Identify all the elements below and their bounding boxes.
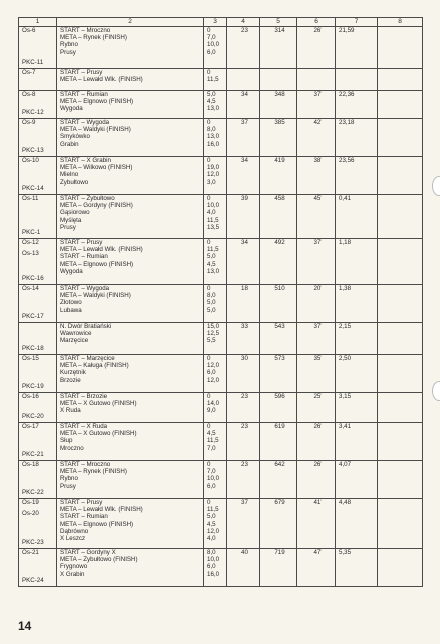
stage-id: Os-18 <box>22 461 39 468</box>
distance-value: 0 <box>207 423 211 430</box>
route-point: START – Rumian <box>60 253 108 261</box>
stage-id: Os-21 <box>22 549 39 556</box>
arrival-time-cell: 3,41 <box>336 423 378 461</box>
distance-value: 8,0 <box>207 126 216 134</box>
route-cell <box>57 323 204 355</box>
distance-value: 4,0 <box>207 209 216 217</box>
stage-id-cell <box>19 549 57 587</box>
total-distance-cell: 419 <box>260 157 297 195</box>
distance-value: 9,0 <box>207 407 216 415</box>
distance-value: 12,0 <box>207 376 220 384</box>
route-point: X Ruda <box>60 407 81 415</box>
stage-id-cell <box>19 69 57 91</box>
binder-hole <box>432 176 440 196</box>
route-point: START – Brzozie <box>60 393 108 400</box>
stage-id-cell <box>19 157 57 195</box>
section-time-cell: 45' <box>297 195 336 239</box>
route-point: META – Kaługa (FINISH) <box>60 362 129 370</box>
distance-value: 19,0 <box>207 164 220 172</box>
arrival-time-cell: 4,07 <box>336 461 378 499</box>
column-header-4: 4 <box>227 18 260 27</box>
stage-id-cell <box>19 91 57 119</box>
distance-value: 12,0 <box>207 362 220 370</box>
distance-value: 6,0 <box>207 563 216 571</box>
section-distance-cell: 23 <box>227 27 260 69</box>
distance-value: 5,0 <box>207 306 216 314</box>
route-point: META – Elgnowo (FINISH) <box>60 260 134 268</box>
distance-cell <box>204 239 227 285</box>
distance-value: 0 <box>207 499 211 506</box>
route-point: Mielno <box>60 171 79 179</box>
route-point: META – Wilkowo (FINISH) <box>60 164 133 172</box>
checkpoint-id: PKC-17 <box>22 312 44 320</box>
arrival-time-cell: 22,36 <box>336 91 378 119</box>
section-distance-cell: 34 <box>227 157 260 195</box>
stage-id-cell <box>19 119 57 157</box>
route-point: START – Rumian <box>60 513 108 521</box>
table-row <box>19 285 423 323</box>
table-body <box>19 27 423 587</box>
notes-cell <box>378 27 423 69</box>
section-distance-cell: 33 <box>227 323 260 355</box>
section-distance-cell: 37 <box>227 119 260 157</box>
route-point: Prusy <box>60 48 76 56</box>
distance-value: 0 <box>207 195 211 202</box>
distance-value: 6,0 <box>207 48 216 56</box>
arrival-time-cell <box>336 69 378 91</box>
total-distance-cell: 492 <box>260 239 297 285</box>
section-time-cell: 42' <box>297 119 336 157</box>
distance-cell <box>204 27 227 69</box>
route-point: META – Lewałd Wlk. (FINISH) <box>60 506 143 514</box>
route-point: META – X Gutowo (FINISH) <box>60 430 137 438</box>
route-point: Kurzętnik <box>60 369 86 377</box>
total-distance-cell: 596 <box>260 393 297 423</box>
route-cell <box>57 423 204 461</box>
stage-id: Os-16 <box>22 393 39 400</box>
route-point: Smykówko <box>60 133 90 141</box>
notes-cell <box>378 499 423 549</box>
total-distance-cell: 385 <box>260 119 297 157</box>
distance-cell <box>204 119 227 157</box>
distance-cell <box>204 499 227 549</box>
route-point: Myślęta <box>60 216 82 224</box>
route-point: META – Waldyki (FINISH) <box>60 292 131 300</box>
route-point: META – Zybułtowo (FINISH) <box>60 556 138 564</box>
arrival-time-cell: 0,41 <box>336 195 378 239</box>
route-point: START – Rumian <box>60 91 108 98</box>
section-time-cell: 37' <box>297 91 336 119</box>
route-point: META – Elgnowo (FINISH) <box>60 98 134 106</box>
distance-cell <box>204 91 227 119</box>
total-distance-cell: 719 <box>260 549 297 587</box>
arrival-time-cell: 2,15 <box>336 323 378 355</box>
section-time-cell: 26' <box>297 461 336 499</box>
checkpoint-id: PKC-18 <box>22 344 44 352</box>
route-cell <box>57 195 204 239</box>
column-header-5: 5 <box>260 18 297 27</box>
section-distance-cell <box>227 69 260 91</box>
stage-id: Os-19 <box>22 499 39 506</box>
table-row <box>19 461 423 499</box>
section-distance-cell: 18 <box>227 285 260 323</box>
distance-value: 7,0 <box>207 444 216 452</box>
route-point: Dąbrówno <box>60 527 89 535</box>
route-point: X Grabin <box>60 570 85 578</box>
notes-cell <box>378 91 423 119</box>
distance-cell <box>204 393 227 423</box>
distance-value: 0 <box>207 285 211 292</box>
total-distance-cell: 679 <box>260 499 297 549</box>
checkpoint-id: PKC-1 <box>22 228 41 236</box>
notes-cell <box>378 195 423 239</box>
distance-value: 7,0 <box>207 468 216 476</box>
table-row <box>19 119 423 157</box>
distance-cell <box>204 549 227 587</box>
distance-value: 13,5 <box>207 223 220 231</box>
arrival-time-cell: 4,48 <box>336 499 378 549</box>
stage-id-cell <box>19 355 57 393</box>
arrival-time-cell: 1,38 <box>336 285 378 323</box>
checkpoint-id: PKC-22 <box>22 488 44 496</box>
distance-value: 12,0 <box>207 527 220 535</box>
checkpoint-id: PKC-23 <box>22 538 44 546</box>
total-distance-cell <box>260 69 297 91</box>
column-header-1: 1 <box>19 18 57 27</box>
distance-value: 5,0 <box>207 253 216 261</box>
column-header-6: 6 <box>297 18 336 27</box>
table-row <box>19 323 423 355</box>
arrival-time-cell: 1,18 <box>336 239 378 285</box>
table-row <box>19 499 423 549</box>
route-point: START – Prusy <box>60 499 103 506</box>
route-point: Rybno <box>60 475 78 483</box>
route-point: Wygoda <box>60 105 83 113</box>
distance-cell <box>204 323 227 355</box>
checkpoint-id: PKC-21 <box>22 450 44 458</box>
stage-id-cell <box>19 27 57 69</box>
stage-id-cell <box>19 239 57 285</box>
distance-value: 10,0 <box>207 202 220 210</box>
column-header-7: 7 <box>336 18 378 27</box>
distance-value: 0 <box>207 239 211 246</box>
arrival-time-cell: 21,59 <box>336 27 378 69</box>
arrival-time-cell: 23,18 <box>336 119 378 157</box>
distance-value: 13,0 <box>207 105 220 113</box>
route-point: X Leszcz <box>60 535 86 543</box>
header-row <box>19 18 423 27</box>
total-distance-cell: 314 <box>260 27 297 69</box>
stage-id-cell <box>19 423 57 461</box>
stage-id: Os-20 <box>22 510 39 518</box>
section-time-cell: 37' <box>297 239 336 285</box>
section-distance-cell: 30 <box>227 355 260 393</box>
notes-cell <box>378 119 423 157</box>
table-row <box>19 157 423 195</box>
total-distance-cell: 458 <box>260 195 297 239</box>
stage-id-cell <box>19 195 57 239</box>
route-cell <box>57 69 204 91</box>
route-point: START – Gordyny X <box>60 549 116 556</box>
route-point: Marzęcice <box>60 337 89 345</box>
distance-cell <box>204 355 227 393</box>
route-point: Złotowo <box>60 299 82 307</box>
stage-id: Os-8 <box>22 91 36 98</box>
distance-value: 8,0 <box>207 549 216 556</box>
distance-cell <box>204 69 227 91</box>
section-time-cell: 47' <box>297 549 336 587</box>
route-point: Zybułtowo <box>60 178 89 186</box>
distance-value: 11,5 <box>207 246 219 254</box>
table-row <box>19 239 423 285</box>
checkpoint-id: PKC-16 <box>22 274 44 282</box>
route-point: Brzozie <box>60 376 81 384</box>
distance-value: 0 <box>207 69 211 76</box>
notes-cell <box>378 239 423 285</box>
distance-value: 4,0 <box>207 535 216 543</box>
distance-value: 8,0 <box>207 292 216 300</box>
distance-value: 13,0 <box>207 267 220 275</box>
distance-value: 10,0 <box>207 556 220 564</box>
route-cell <box>57 119 204 157</box>
checkpoint-id: PKC-14 <box>22 184 44 192</box>
route-point: Wawrowice <box>60 330 92 338</box>
route-cell <box>57 549 204 587</box>
distance-value: 5,0 <box>207 299 216 307</box>
section-time-cell: 20' <box>297 285 336 323</box>
section-time-cell: 38' <box>297 157 336 195</box>
section-time-cell: 26' <box>297 27 336 69</box>
distance-value: 16,0 <box>207 570 220 578</box>
distance-value: 6,0 <box>207 482 216 490</box>
checkpoint-id: PKC-20 <box>22 412 44 420</box>
section-time-cell <box>297 69 336 91</box>
binder-hole <box>432 381 440 401</box>
total-distance-cell: 348 <box>260 91 297 119</box>
route-cell <box>57 239 204 285</box>
route-point: Lubawa <box>60 306 82 314</box>
arrival-time-cell: 2,50 <box>336 355 378 393</box>
distance-value: 4,5 <box>207 520 216 528</box>
total-distance-cell: 619 <box>260 423 297 461</box>
checkpoint-id: PKC-11 <box>22 58 44 66</box>
section-distance-cell: 23 <box>227 393 260 423</box>
table-row <box>19 549 423 587</box>
route-point: START – Zybułtowo <box>60 195 115 202</box>
arrival-time-cell: 5,35 <box>336 549 378 587</box>
distance-value: 12,5 <box>207 330 220 338</box>
distance-value: 4,5 <box>207 260 216 268</box>
distance-value: 10,0 <box>207 475 220 483</box>
route-point: META – Rynek (FINISH) <box>60 468 127 476</box>
distance-value: 5,0 <box>207 91 216 98</box>
route-point: START – Marzęcice <box>60 355 115 362</box>
distance-value: 11,5 <box>207 216 219 224</box>
distance-value: 7,0 <box>207 34 216 42</box>
section-time-cell: 37' <box>297 323 336 355</box>
notes-cell <box>378 549 423 587</box>
route-point: START – X Ruda <box>60 423 108 430</box>
stage-id: Os-17 <box>22 423 39 430</box>
distance-cell <box>204 461 227 499</box>
page-number: 14 <box>18 619 32 633</box>
table-row <box>19 393 423 423</box>
distance-value: 11,5 <box>207 506 219 514</box>
route-point: META – Lewałd Wlk. (FINISH) <box>60 76 143 84</box>
total-distance-cell: 543 <box>260 323 297 355</box>
route-cell <box>57 157 204 195</box>
distance-value: 5,5 <box>207 337 216 345</box>
column-header-8: 8 <box>378 18 423 27</box>
distance-value: 0 <box>207 461 211 468</box>
stage-id: Os-11 <box>22 195 39 202</box>
arrival-time-cell: 23,56 <box>336 157 378 195</box>
table-row <box>19 91 423 119</box>
schedule-table <box>18 17 423 587</box>
section-time-cell: 41' <box>297 499 336 549</box>
route-point: Słup <box>60 437 73 445</box>
route-point: START – Prusy <box>60 239 103 246</box>
checkpoint-id: PKC-24 <box>22 576 44 584</box>
section-distance-cell: 23 <box>227 461 260 499</box>
distance-value: 10,0 <box>207 41 220 49</box>
stage-id: Os-10 <box>22 157 39 164</box>
route-cell <box>57 91 204 119</box>
distance-value: 0 <box>207 119 211 126</box>
stage-id: Os-9 <box>22 119 36 126</box>
checkpoint-id: PKC-12 <box>22 108 44 116</box>
distance-value: 6,0 <box>207 369 216 377</box>
table-row <box>19 69 423 91</box>
route-point: Frygnowo <box>60 563 88 571</box>
distance-value: 16,0 <box>207 140 220 148</box>
route-cell <box>57 499 204 549</box>
distance-value: 5,0 <box>207 513 216 521</box>
stage-id: Os-6 <box>22 27 36 34</box>
notes-cell <box>378 157 423 195</box>
section-distance-cell: 34 <box>227 239 260 285</box>
distance-cell <box>204 157 227 195</box>
arrival-time-cell: 3,15 <box>336 393 378 423</box>
total-distance-cell: 510 <box>260 285 297 323</box>
distance-value: 15,0 <box>207 323 220 330</box>
table-row <box>19 423 423 461</box>
distance-value: 4,5 <box>207 430 216 438</box>
notes-cell <box>378 285 423 323</box>
column-header-3: 3 <box>204 18 227 27</box>
route-point: META – Gordyny (FINISH) <box>60 202 133 210</box>
notes-cell <box>378 393 423 423</box>
section-distance-cell: 39 <box>227 195 260 239</box>
stage-id: Os-15 <box>22 355 39 362</box>
route-point: META – Lewałd Wlk. (FINISH) <box>60 246 143 254</box>
section-time-cell: 35' <box>297 355 336 393</box>
route-point: START – Mroczno <box>60 461 111 468</box>
distance-value: 13,0 <box>207 133 220 141</box>
distance-value: 4,5 <box>207 98 216 106</box>
table-row <box>19 27 423 69</box>
section-distance-cell: 34 <box>227 91 260 119</box>
stage-id: Os-12 <box>22 239 39 246</box>
route-point: META – X Gutowo (FINISH) <box>60 400 137 408</box>
route-point: Wygoda <box>60 267 83 275</box>
route-cell <box>57 461 204 499</box>
distance-cell <box>204 285 227 323</box>
section-distance-cell: 40 <box>227 549 260 587</box>
notes-cell <box>378 423 423 461</box>
total-distance-cell: 642 <box>260 461 297 499</box>
route-cell <box>57 393 204 423</box>
route-point: START – X Grabin <box>60 157 111 164</box>
notes-cell <box>378 323 423 355</box>
checkpoint-id: PKC-13 <box>22 146 44 154</box>
section-time-cell: 26' <box>297 423 336 461</box>
distance-value: 0 <box>207 355 211 362</box>
route-point: N. Dwór Bratiański <box>60 323 112 330</box>
stage-id-cell <box>19 285 57 323</box>
stage-id <box>22 323 56 327</box>
route-point: Prusy <box>60 482 76 490</box>
notes-cell <box>378 355 423 393</box>
section-distance-cell: 37 <box>227 499 260 549</box>
section-time-cell: 25' <box>297 393 336 423</box>
route-point: START – Prusy <box>60 69 103 76</box>
distance-value: 12,0 <box>207 171 220 179</box>
distance-value: 0 <box>207 27 211 34</box>
route-point: START – Mroczno <box>60 27 111 34</box>
route-point: START – Wygoda <box>60 119 110 126</box>
route-point: Prusy <box>60 223 76 231</box>
route-point: Mroczno <box>60 444 84 452</box>
route-point: META – Elgnowo (FINISH) <box>60 520 134 528</box>
section-distance-cell: 23 <box>227 423 260 461</box>
route-point: Grabin <box>60 140 79 148</box>
distance-cell <box>204 195 227 239</box>
route-point: Rybno <box>60 41 78 49</box>
notes-cell <box>378 461 423 499</box>
stage-id-cell <box>19 461 57 499</box>
table-row <box>19 195 423 239</box>
distance-value: 0 <box>207 157 211 164</box>
route-cell <box>57 27 204 69</box>
distance-value: 11,5 <box>207 76 219 84</box>
distance-value: 3,0 <box>207 178 216 186</box>
table-row <box>19 355 423 393</box>
notes-cell <box>378 69 423 91</box>
distance-cell <box>204 423 227 461</box>
stage-id-cell <box>19 393 57 423</box>
route-point: META – Waldyki (FINISH) <box>60 126 131 134</box>
stage-id-cell <box>19 499 57 549</box>
column-header-2: 2 <box>57 18 204 27</box>
stage-id: Os-13 <box>22 250 39 258</box>
distance-value: 11,5 <box>207 437 219 445</box>
checkpoint-id: PKC-19 <box>22 382 44 390</box>
distance-value: 14,0 <box>207 400 220 408</box>
route-point: META – Rynek (FINISH) <box>60 34 127 42</box>
distance-value: 0 <box>207 393 211 400</box>
stage-id: Os-14 <box>22 285 39 292</box>
stage-id-cell <box>19 323 57 355</box>
stage-id: Os-7 <box>22 69 36 76</box>
route-point: Gąsiorowo <box>60 209 90 217</box>
total-distance-cell: 573 <box>260 355 297 393</box>
route-point: START – Wygoda <box>60 285 110 292</box>
route-cell <box>57 355 204 393</box>
route-cell <box>57 285 204 323</box>
